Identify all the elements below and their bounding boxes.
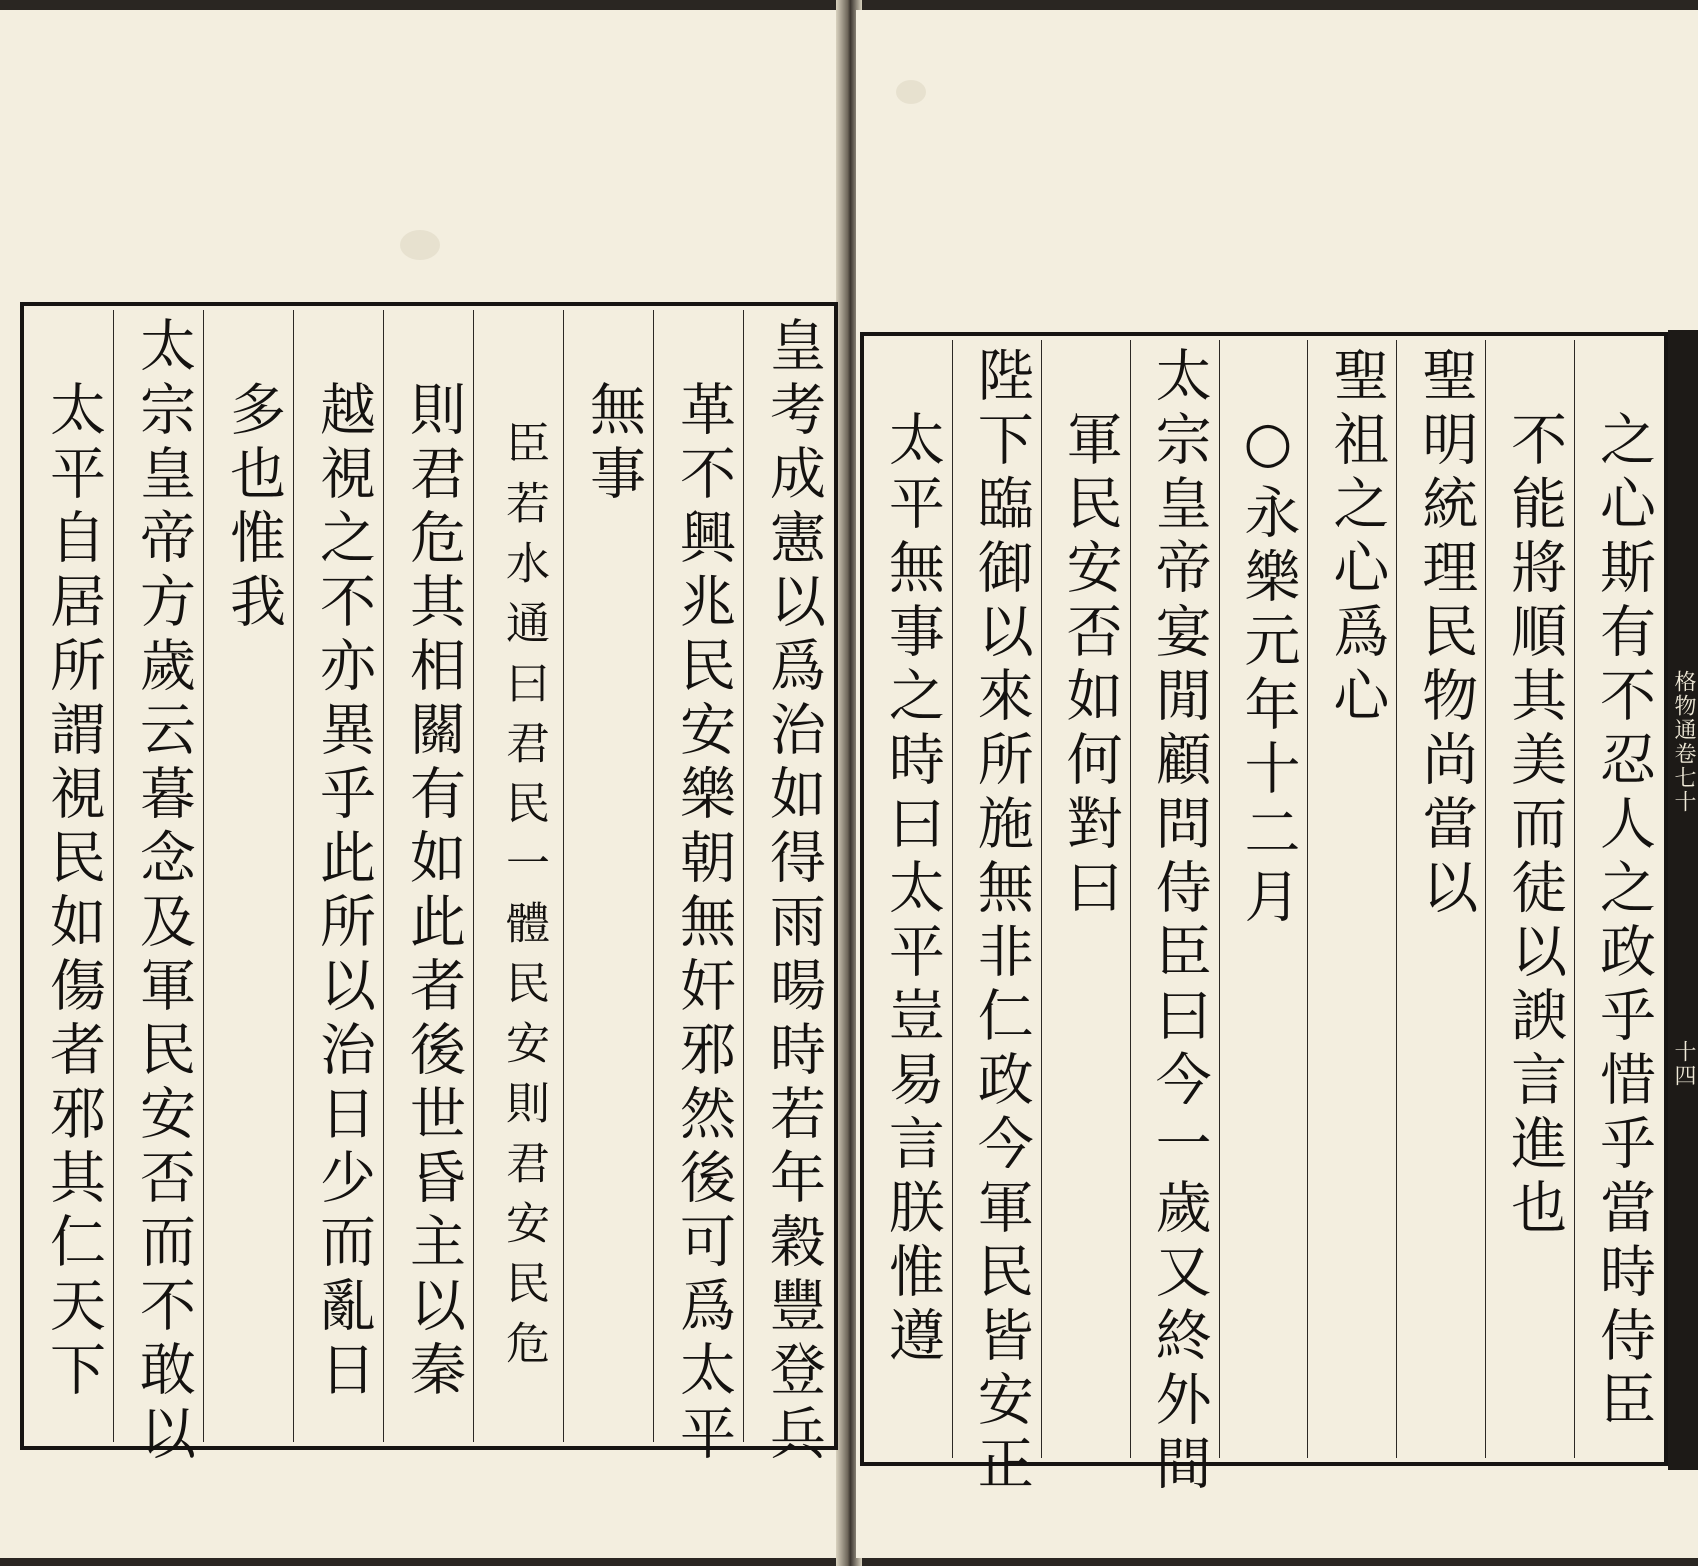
text-column [113,310,204,1468]
text-column [203,310,294,1442]
text-column [383,310,474,1442]
text-column [1574,340,1664,1458]
text-column [1396,340,1486,1458]
column-text: ○永樂元年十二月 [1235,410,1301,931]
text-column [1130,340,1220,1498]
paper-stain [896,80,926,104]
column-text: 無事 [581,380,646,508]
column-text: 之心斯有不忍人之政乎惜乎當時侍臣 [1591,410,1656,1434]
column-text: 陛下臨御以來所施無非仁政今軍民皆安正 [968,346,1034,1498]
text-column [293,310,384,1442]
column-text: 革不興兆民安樂朝無奸邪然後可爲太平 [671,380,736,1468]
column-text: 不能將順其美而徒以諛言進也 [1502,410,1568,1242]
text-column [473,310,564,1442]
right-fold-label: 格物通卷七十 [1671,670,1696,814]
column-text: 臣若水通曰君民一體民安則君安民危 [498,420,549,1380]
right-text-frame [860,332,1668,1498]
column-text: 多也惟我 [221,380,286,636]
column-text: 軍民安否如何對曰 [1057,410,1123,922]
right-fold-mark: 十四 [1671,1040,1696,1088]
left-text-frame [20,302,838,1468]
text-column [1485,340,1575,1458]
text-column [864,340,953,1458]
column-text: 則君危其相關有如此者後世昏主以秦 [401,380,466,1404]
text-column [1219,340,1309,1458]
paper-stain [400,230,440,260]
text-column [743,310,834,1468]
column-text: 聖明統理民物尚當以 [1413,346,1479,922]
text-column [563,310,654,1442]
text-column [952,340,1042,1498]
column-text: 皇考成憲以爲治如得雨暘時若年穀豐登兵 [761,316,826,1468]
column-text: 太平無事之時曰太平豈易言朕惟遵 [879,410,945,1370]
text-column [653,310,744,1468]
column-text: 太平自居所謂視民如傷者邪其仁天下 [41,380,106,1404]
text-column [1041,340,1131,1458]
column-text: 太宗皇帝宴閒顧問侍臣曰今一歲又終外間 [1146,346,1212,1498]
column-text: 聖祖之心爲心 [1324,346,1390,730]
text-column [24,310,114,1442]
column-text: 越視之不亦異乎此所以治日少而亂日 [311,380,376,1404]
right-page-fold-edge [1668,330,1698,1470]
column-text: 太宗皇帝方歲云暮念及軍民安否而不敢以 [131,316,196,1468]
text-column [1307,340,1397,1458]
